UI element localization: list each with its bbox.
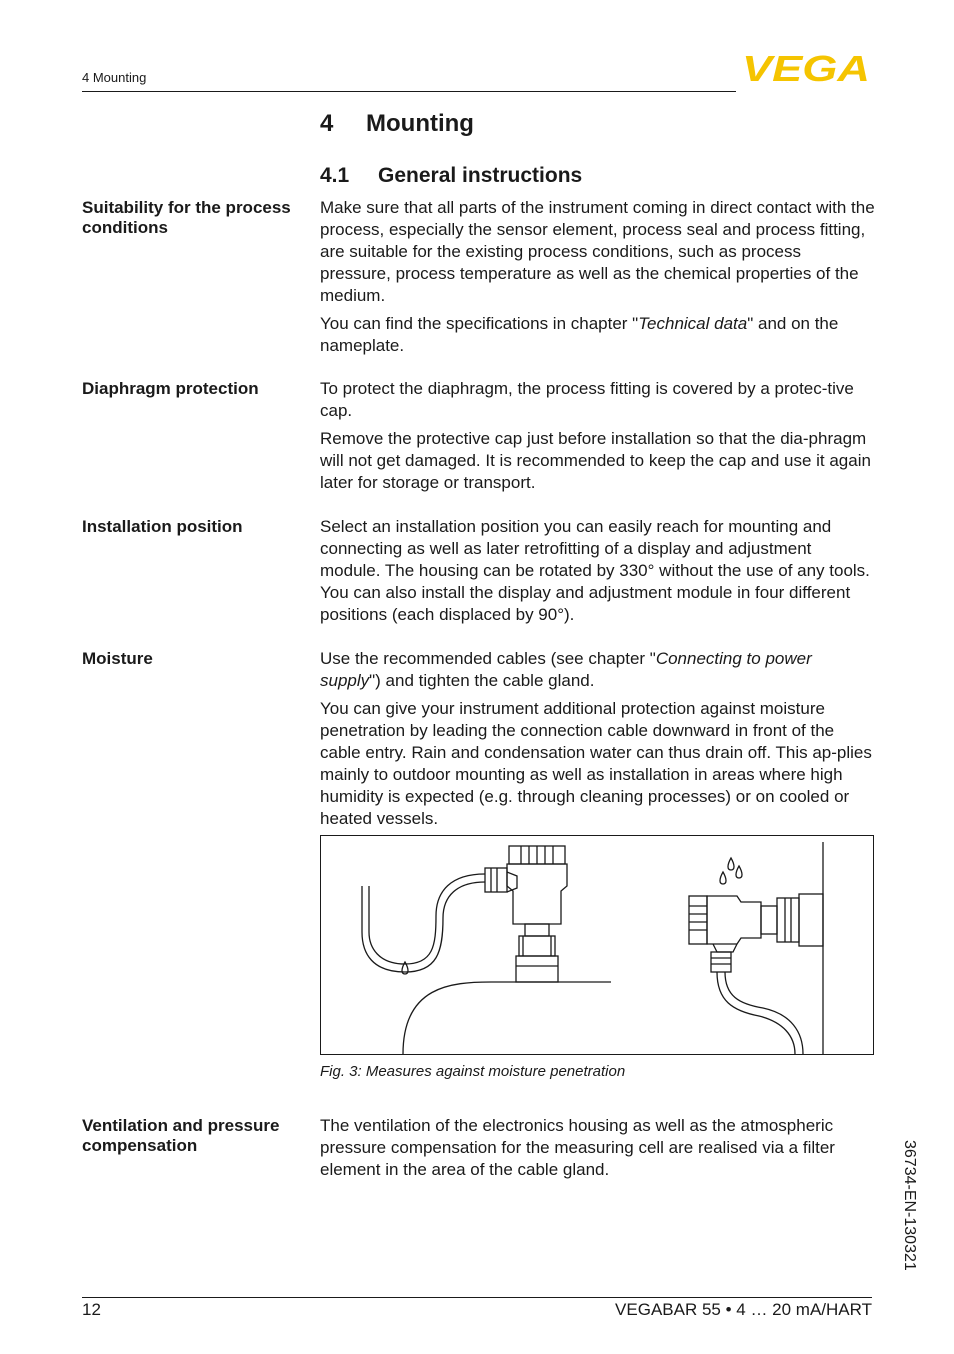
block-body-moisture (320, 648, 876, 836)
paragraph: You can give your instrument additional protection against moisture penetration by leading the connection cable downward in front of the cable entry. Rain and condensation water can thus drain off. This ap-plies mainly to outdoor mounting as well as installation in areas where high humidity is expected (e.g. through cleaning processes) or on cooled or heated vessels. (320, 699, 872, 828)
paragraph: You can find the specifications in chapter "Technical data" and on the nameplate. (320, 314, 839, 355)
footer-divider (82, 1297, 872, 1298)
paragraph: Select an installation position you can easily reach for mounting and connecting as well as later retrofitting of a display and adjustment module. The housing can be rotated by 330° without the use of any tools. You can also install the display and adjustment module in four different positions (each displaced by 90°). (320, 517, 870, 624)
section-title: 4.1 General instructions (320, 164, 583, 187)
block-body-installation (320, 516, 876, 632)
moisture-figure (320, 835, 874, 1055)
header-divider (82, 91, 736, 92)
figure-caption: Fig. 3: Measures against moisture penetration (320, 1063, 626, 1080)
block-label-installation: Installation position (82, 517, 243, 536)
paragraph: To protect the diaphragm, the process fitting is covered by a protec-tive cap. (320, 379, 854, 420)
block-label-ventilation: Ventilation and pressure compensation (82, 1116, 280, 1155)
svg-text:VEGA: VEGA (742, 52, 870, 84)
paragraph: Make sure that all parts of the instrument coming in direct contact with the process, especially the sensor element, process seal and process fitting, are suitable for the existing process conditions, such as process pressure, process temperature as well as the chemical properties of the medium. (320, 198, 875, 305)
moisture-illustration (321, 836, 873, 1054)
block-label-suitability: Suitability for the process conditions (82, 198, 291, 237)
block-body-diaphragm (320, 378, 876, 500)
block-body-suitability (320, 197, 876, 363)
running-header: 4 Mounting (82, 70, 147, 85)
block-label-diaphragm: Diaphragm protection (82, 379, 259, 398)
paragraph: Remove the protective cap just before installation so that the dia-phragm will not get damaged. It is recommended to keep the cap and use it again later for storage or transport. (320, 429, 871, 492)
footer-product: VEGABAR 55 • 4 … 20 mA/HART (615, 1300, 872, 1319)
vega-logo (742, 52, 872, 84)
paragraph: Use the recommended cables (see chapter "Connecting to power supply") and tighten the cable gland. (320, 649, 812, 690)
document-id: 36734-EN-130321 (901, 1140, 918, 1271)
page-number: 12 (82, 1300, 101, 1319)
block-body-ventilation (320, 1115, 876, 1187)
block-label-moisture: Moisture (82, 649, 153, 668)
chapter-title: 4 Mounting (320, 110, 474, 137)
paragraph: The ventilation of the electronics housing as well as the atmospheric pressure compensation for the measuring cell are realised via a filter element in the area of the cable gland. (320, 1116, 835, 1179)
